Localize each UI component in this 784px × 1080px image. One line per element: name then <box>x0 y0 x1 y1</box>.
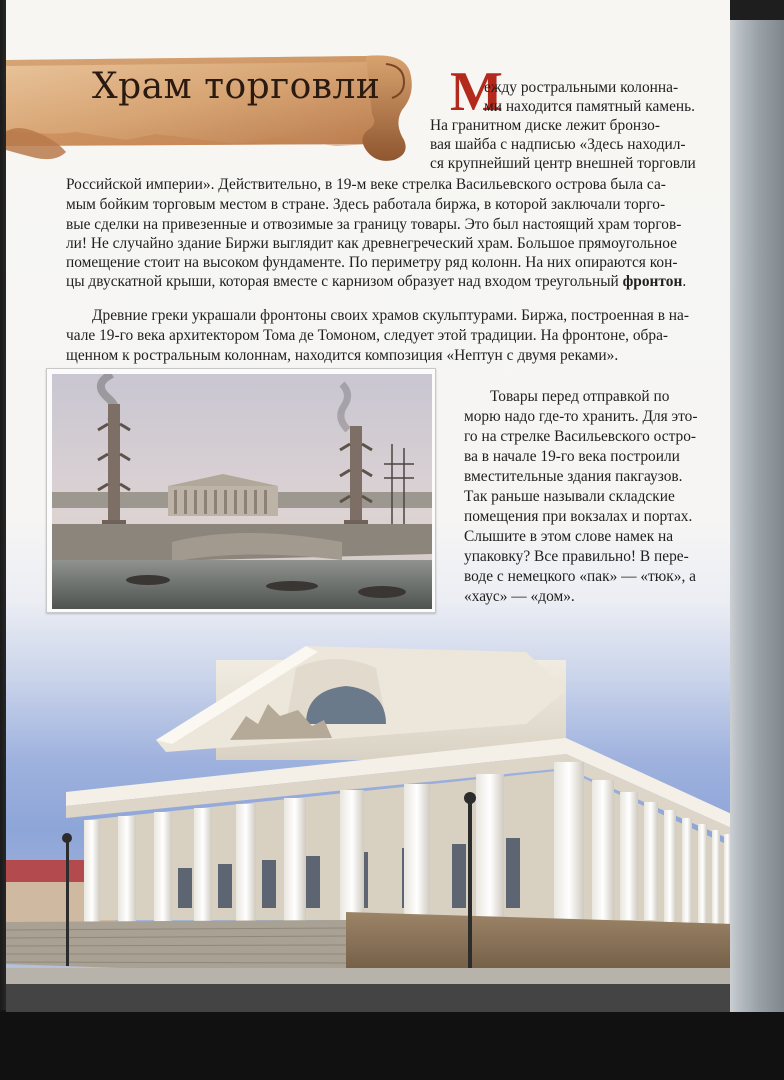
text-line: ва в начале 19-го века построили <box>464 448 680 465</box>
scan-shadow <box>728 0 784 20</box>
text-line: Российской империи». Действительно, в 19-м веке стрелка Васильевского острова была са- <box>66 176 666 193</box>
text-line: ми находится памятный камень. <box>484 98 696 115</box>
text-line: ежду ростральными колонна- <box>484 79 679 96</box>
text-line: упаковку? Все правильно! В пере- <box>464 548 689 565</box>
text-line: мым бойким торговым местом в стране. Здесь работала биржа, в которой заключали торго- <box>66 196 666 213</box>
next-page-edge <box>728 0 784 1020</box>
text-line: ся крупнейший центр внешней торговли <box>430 155 696 172</box>
book-page <box>6 0 730 1012</box>
text-line: вместительные здания пакгаузов. <box>464 468 683 485</box>
text-line: цы двускатной крыши, которая вместе с карнизом образует над входом треугольный <box>66 273 623 290</box>
page-title: Храм торговли <box>92 66 381 107</box>
text-line: «хаус» — «дом». <box>464 588 575 605</box>
text-line: Слышите в этом слове намек на <box>464 528 674 545</box>
painting-rostral-columns <box>46 368 436 613</box>
text-line: Древние греки украшали фронтоны своих храмов скульптурами. Биржа, построенная в на- <box>92 307 690 324</box>
painting-image <box>52 374 432 609</box>
text-line: ли! Не случайно здание Биржи выглядит как древнегреческий храм. Большое прямоугольное <box>66 235 677 252</box>
text-line: Товары перед отправкой по <box>490 388 670 405</box>
text-line: вая шайба с надписью «Здесь находил- <box>430 136 686 153</box>
text-line: чале 19-го века архитектором Тома де Томоном, следует этой традиции. На фронтоне, обра- <box>66 327 669 344</box>
text-line: На гранитном диске лежит бронзо- <box>430 117 660 134</box>
photo-stock-exchange-building <box>6 620 730 1012</box>
text-line: помещение стоит на высоком фундаменте. По периметру ряд колонн. На них опираются кон- <box>66 254 678 271</box>
text-line: морю надо где-то хранить. Для это- <box>464 408 698 425</box>
period: . <box>682 273 687 290</box>
drop-cap: М <box>450 61 503 123</box>
scan-bottom-edge <box>0 1012 784 1080</box>
text-line: го на стрелке Васильевского остро- <box>464 428 697 445</box>
text-line: помещения при вокзалах и портах. <box>464 508 693 525</box>
text-line-with-term <box>66 272 686 291</box>
text-line: Так раньше называли складские <box>464 488 675 505</box>
text-line: щенном к ростральным колоннам, находится композиция «Нептун с двумя реками». <box>66 347 619 364</box>
text-line: вые сделки на привезенные и отвозимые за границу товары. Это был настоящий храм торгов- <box>66 216 682 233</box>
term-fronton: фронтон <box>622 273 683 290</box>
text-line: воде с немецкого «пак» — «тюк», а <box>464 568 696 585</box>
